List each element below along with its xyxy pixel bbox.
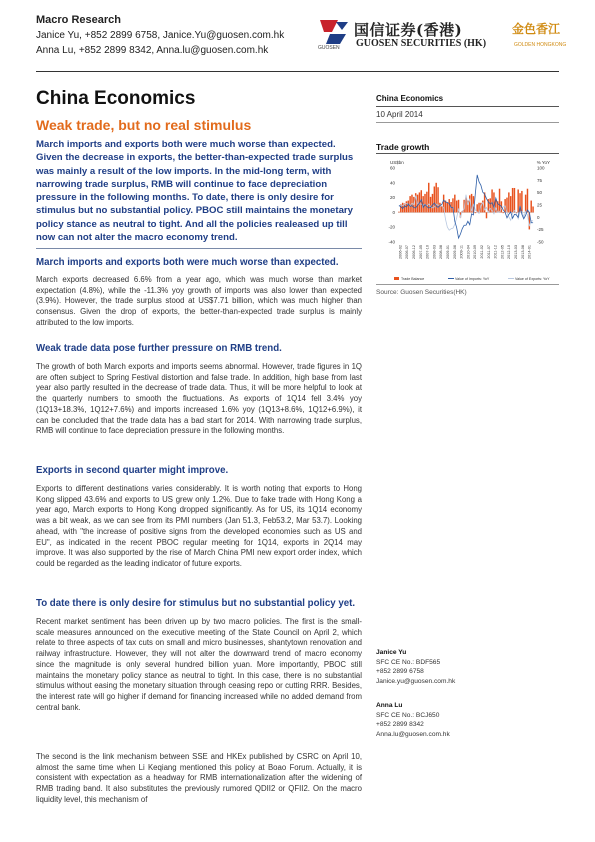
report-title: China Economics [36,88,196,109]
trade-balance-bar [437,187,438,212]
x-tick-label: 2007-05 [418,245,423,259]
trade-balance-bar [454,195,455,213]
x-tick-label: 2014-01 [527,245,532,259]
trade-balance-bar [456,201,457,213]
trade-balance-bar [517,189,518,212]
trade-balance-bar [475,212,476,213]
guosen-logo-icon [316,18,352,48]
right-axis-unit: % YoY [536,160,550,165]
x-tick-label: 2006-07 [405,245,410,259]
x-tick-label: 2008-08 [439,245,444,259]
left-tick-label: 40 [389,180,395,186]
report-subtitle: Weak trade, but no real stimulus [36,117,252,133]
x-tick-label: 2010-09 [473,245,478,259]
right-tick-label: 50 [537,190,543,196]
x-tick-label: 2007-10 [425,245,430,259]
x-tick-label: 2009-11 [459,245,464,259]
trade-balance-bar [510,196,511,212]
logo-name-en: GUOSEN SECURITIES (HK) [356,38,487,49]
x-tick-label: 2006-12 [412,245,416,259]
trade-balance-bar [409,196,410,212]
trade-balance-bar [530,201,531,213]
chart-divider [376,284,559,285]
contact-card [376,648,455,686]
trade-balance-bar [499,189,500,213]
trade-balance-bar [503,212,504,213]
x-tick-label: 2009-01 [446,245,450,259]
left-axis-unit: US$bn [390,160,404,165]
partner-logo-en: GOLDEN HONGKONG [514,42,567,48]
x-tick-label: 2012-10 [507,245,512,259]
x-tick-label: 2013-08 [520,245,525,259]
section-paragraph: The growth of both March exports and imports seems abnormal. However, trade figures in 1Q are often subject to Spring Festival distortion and false trade. In addition, high base from last year also partly resulted in the decrease of trade data. Thus, it will be more helpful to look at the quarterly numbers to smooth the fluctuations. As exports of 1Q14 fell 3.4% yoy (1Q13+18.3%, 1Q12+7.6%) and imports increased 1.6% yoy (1Q13+8.6%, 1Q12+6.9%), it can be concluded that the trade data has a bad start for 2014. With narrowing trade surplus, RMB will continue to face depreciation pressure in the following months. [36,362,362,436]
x-tick-label: 2011-02 [480,245,484,259]
contact-sfc: SFC CE No.: BDF565 [376,658,441,666]
trade-balance-bar [493,192,494,212]
chart-title: Trade growth [376,142,430,152]
section-paragraph: Recent market sentiment has been driven up by two macro policies. The first is the small-scale measures announced on the executive meeting of the State Council on April 2, which relate to three aspects of tax cuts on small and micro businesses, shantytown renovation and railway infrastructure. However, they will not alter the downward trend of macro economy since the magnitude is only several hundred billion yuan. More importantly, PBOC still maintains the monetary policy stance as neutral to tight. In this case, there is no substantial stimulus without easing the monetary situation through ceasing repo or cutting RRR. Besides, the interest rate will go higher if demand for financing increased while no added demand from central bank. [36,617,362,712]
x-tick-label: 2013-03 [514,245,518,259]
research-type: Macro Research [36,14,121,26]
right-tick-label: 100 [537,165,545,171]
right-tick-label: -50 [537,239,544,245]
left-tick-label: -40 [388,239,395,245]
right-tick-label: -25 [537,227,544,233]
trade-balance-bar [514,188,515,212]
trade-balance-bar [447,203,448,213]
contact-phone: +852 2899 8342 [376,721,424,729]
x-tick-label: 2010-04 [466,245,471,259]
trade-balance-bar [512,188,513,212]
trade-balance-bar [441,206,442,212]
legend-label: Trade Balance [401,277,425,281]
right-tick-label: 75 [537,177,543,183]
analyst-line-1: Janice Yu, +852 2899 6758, Janice.Yu@guosen.com.hk [36,30,285,41]
trade-balance-bar [486,212,487,218]
legend-label: Value of Exports: YoY [515,277,550,281]
section-heading: To date there is only desire for stimulus but no substantial policy yet. [36,598,356,609]
contact-phone: +852 2899 6758 [376,668,424,676]
trade-balance-bar [532,206,533,212]
right-tick-label: 25 [537,202,543,208]
contact-name: Janice Yu [376,649,407,656]
contact-email[interactable]: Anna.lu@guosen.com.hk [376,730,450,738]
trade-balance-bar [521,191,522,212]
x-tick-label: 2011-07 [486,245,491,259]
x-tick-label: 2009-06 [452,245,457,259]
legend-swatch [394,277,399,280]
company-logo [316,18,566,52]
trade-growth-chart [376,156,559,284]
sidebar-label: China Economics [376,94,444,103]
summary-divider [36,248,362,249]
contact-sfc: SFC CE No.: BCJ650 [376,711,440,719]
contact-card [376,701,450,739]
contact-name: Anna Lu [376,702,403,709]
x-tick-label: 2011-12 [493,245,498,259]
contact-email[interactable]: Janice.yu@guosen.com.hk [376,677,456,685]
trade-balance-bar [408,201,409,213]
trade-balance-bar [449,199,450,212]
left-tick-label: 60 [389,165,395,171]
x-tick-label: 2008-03 [432,245,437,259]
trade-balance-bar [491,189,492,212]
chart-divider [376,153,559,154]
left-tick-label: 0 [392,209,395,215]
trade-balance-bar [435,183,436,213]
header-divider [36,71,559,72]
trade-balance-bar [426,192,427,213]
trade-balance-bar [432,194,433,213]
section-heading: Exports in second quarter might improve. [36,465,229,476]
report-date: 10 April 2014 [376,110,423,119]
trade-balance-bar [439,203,440,213]
trade-balance-bar [430,197,431,213]
analyst-line-2: Anna Lu, +852 2899 8342, Anna.lu@guosen.com.hk [36,45,269,56]
partner-logo-cn: 金色香江 [512,22,561,36]
left-tick-label: -20 [388,224,395,230]
trade-balance-bar [525,195,526,213]
logo-name-cn: 国信证券(香港) [354,21,463,39]
trade-balance-bar [508,192,509,212]
section-heading: Weak trade data pose further pressure on RMB trend. [36,343,282,354]
trade-balance-bar [424,194,425,213]
sidebar-divider [376,106,559,107]
section-heading: March imports and exports both were much worse than expected. [36,257,339,268]
x-tick-label: 2006-02 [398,245,403,259]
sidebar-divider [376,122,559,123]
logo-brand-small: GUOSEN [318,45,340,51]
report-summary: March imports and exports both were much worse than expected. Given the decrease in exports, the better-than-expected trade surplus was mainly a result of the low imports. In the mid-long term, with narrowing trade surplus, RMB will continue to face depreciation pressure in the following months. To date, there is only desire for stimulus but no substantial policy. PBOC still maintains the monetary policy stance as neutral to tight. And all the policies realeased up till now can not alter the macro economy trend. [36,139,354,244]
section-paragraph: The second is the link mechanism between SSE and HKEx published by CSRC on April 10, almost the same time when Li Keqiang mentioned this policy at Boao Forum. Actually, it is consistent with expectation as a headway for RMB internationalization after the widening of RMB trading band. It also substitutes the previously rumored QDII2 or QFII2. On the macro liquidity level, this mechanism of [36,752,362,804]
right-tick-label: 0 [537,214,540,220]
section-paragraph: Exports to different destinations varies considerably. It is worth noting that exports to Hong Kong slipped 43.6% and exports to US grew only 1.2%. Due to fake trade with Hong Kong a year ago, March exports to Hong Kong dropped significantly. As for US, its 1Q14 economy was a bit weak, as we can see from its PMI numbers (Jan 51.3, Feb53.2, Mar 53.7). Looking ahead, with "the increase of positive signs from the developed economies such as US and EU", as indicated in the recent PBOC regular meeting for 1Q14, exports in 2Q14 may improve. It was also supported by the rise of March China PMI new export order index, which could be regarded as the leading indicator of future exports. [36,484,362,568]
x-tick-label: 2012-05 [500,245,505,259]
trade-balance-bar [398,212,399,213]
legend-label: Value of Imports: YoY [455,277,490,281]
left-tick-label: 20 [389,195,395,201]
trade-balance-bar [434,187,435,213]
chart-source: Source: Guosen Securities(HK) [376,289,467,296]
trade-balance-bar [527,189,528,213]
section-paragraph: March exports decreased 6.6% from a year ago, which was much worse than market expectation (4.8%), while the -11.3% yoy growth of imports was also lower than expected (3.9%). However, the trade surplus stood at US$7.71 billion, which was much higher than consensus. Given the drop of exports, the better-than-expected trade surplus is mainly attributed to the low imports. [36,275,362,327]
